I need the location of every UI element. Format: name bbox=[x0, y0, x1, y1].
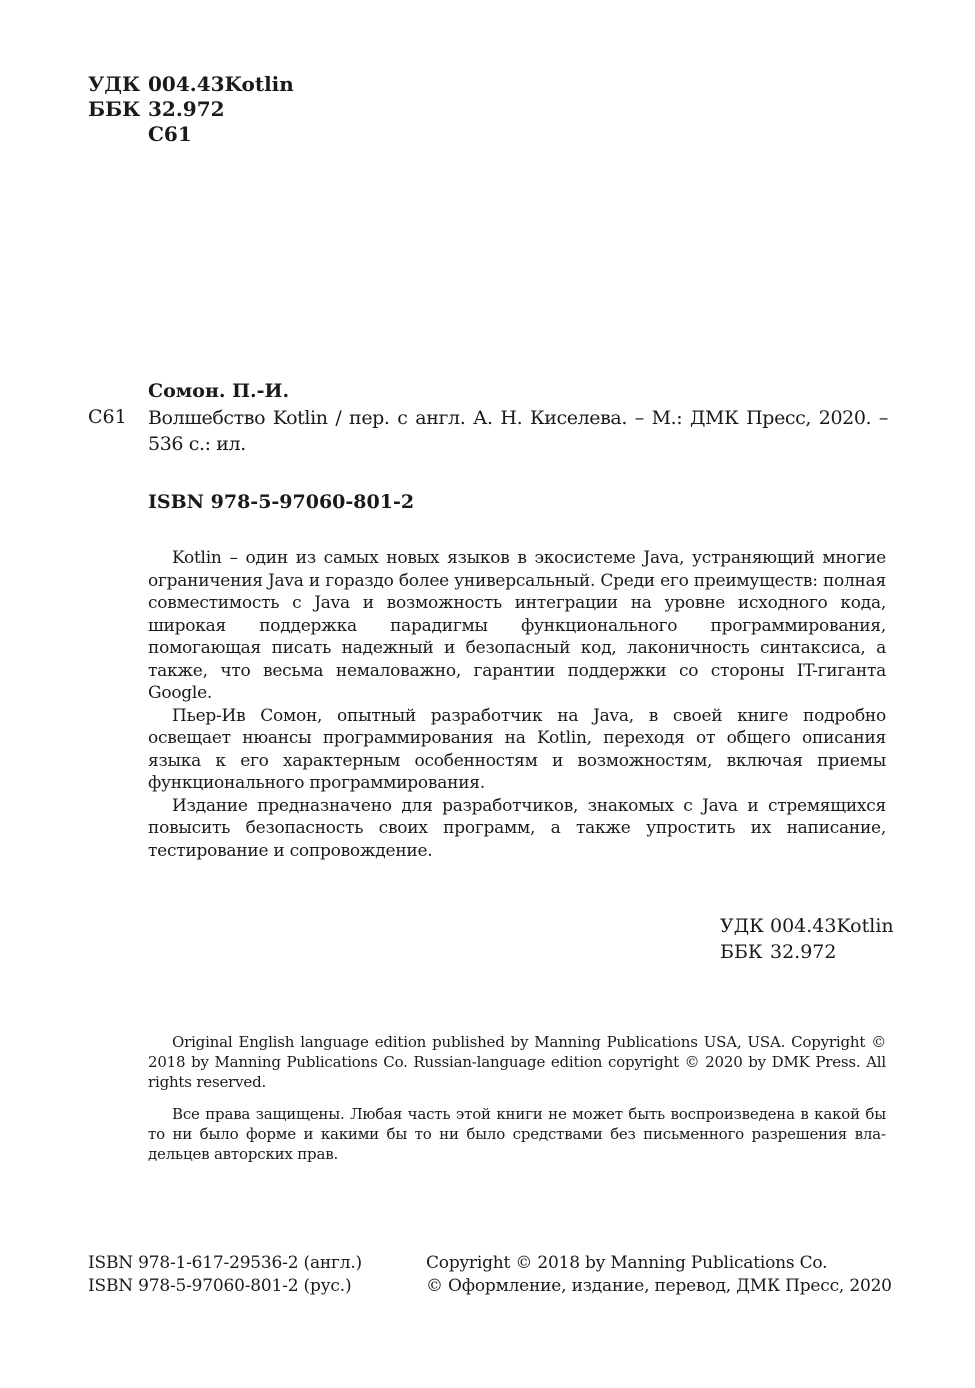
bottom-copyright-block bbox=[426, 1252, 892, 1298]
udk-label: УДК bbox=[88, 72, 141, 96]
annotation bbox=[148, 547, 886, 862]
author-mark: С61 bbox=[148, 122, 192, 146]
rights-notice bbox=[148, 1104, 886, 1164]
copyright-english: Copyright © 2018 by Manning Publications Co. bbox=[426, 1253, 828, 1273]
original-edition-notice bbox=[148, 1032, 886, 1092]
annotation-paragraph: Издание предназначено для разработчиков, знакомых с Java и стремящихся повысить безопасность своих программ, а также упростить их написание, тестирование и сопровождение. bbox=[148, 795, 886, 861]
bbk-row bbox=[88, 97, 294, 122]
annotation-paragraph: Kotlin – один из самых новых языков в экосистеме Java, устраняющий многие ограничения Java и гораздо более универсальный. Среди его преимуществ: полная совместимость с Java и возможность интеграции на уровне исходного кода, широкая поддержка парадигмы функционального программирования, помогающая писать надежный и безопасный код, лаконичность синтаксиса, а также, что весьма немаловажно, гарантии поддержки со стороны IT-гиганта Google. bbox=[148, 548, 886, 703]
right-bbk-value: 32.972 bbox=[770, 941, 837, 963]
right-udk-value: 004.43Kotlin bbox=[770, 915, 894, 937]
bbk-label: ББК bbox=[88, 97, 141, 121]
udk-value: 004.43Kotlin bbox=[148, 72, 294, 96]
right-bbk-label: ББК bbox=[720, 941, 763, 963]
rights-text: Все права защищены. Любая часть этой книги не может быть воспроизведена в какой бы то ни было форме и какими бы то ни было средствами без письменного разрешения владельцев авторских прав. bbox=[148, 1105, 886, 1163]
original-edition-text: Original English language edition published by Manning Publications USA, USA. Copyright © 2018 by Manning Publications Co. Russian-language edition copyright © 2020 by DMK Press. All rights reserved. bbox=[148, 1033, 886, 1091]
call-number: С61 bbox=[88, 406, 127, 428]
bbk-value: 32.972 bbox=[148, 97, 225, 121]
right-udk-row bbox=[720, 913, 894, 939]
right-bbk-row bbox=[720, 939, 894, 965]
author-mark-row bbox=[88, 122, 294, 147]
right-classifier bbox=[720, 913, 894, 965]
bibliographic-title: Волшебство Kotlin / пер. с англ. А. Н. Киселева. – М.: ДМК Пресс, 2020. – 536 с.: ил. bbox=[148, 407, 888, 455]
isbn-english: ISBN 978-1-617-29536-2 (англ.) bbox=[88, 1253, 362, 1273]
right-udk-label: УДК bbox=[720, 915, 764, 937]
isbn-main: ISBN 978-5-97060-801-2 bbox=[148, 491, 415, 513]
isbn-russian: ISBN 978-5-97060-801-2 (рус.) bbox=[88, 1276, 352, 1296]
author-name: Сомон. П.-И. bbox=[148, 380, 290, 402]
classifier-block bbox=[88, 72, 294, 147]
bottom-isbn-block bbox=[88, 1252, 362, 1298]
udk-row bbox=[88, 72, 294, 97]
copyright-russian: © Оформление, издание, перевод, ДМК Пресс, 2020 bbox=[426, 1276, 892, 1296]
annotation-paragraph: Пьер-Ив Сомон, опытный разработчик на Java, в своей книге подробно освещает нюансы программирования на Kotlin, переходя от общего описания языка к его характерным особенностям и возможностям, включая приемы функционального программирования. bbox=[148, 705, 886, 793]
